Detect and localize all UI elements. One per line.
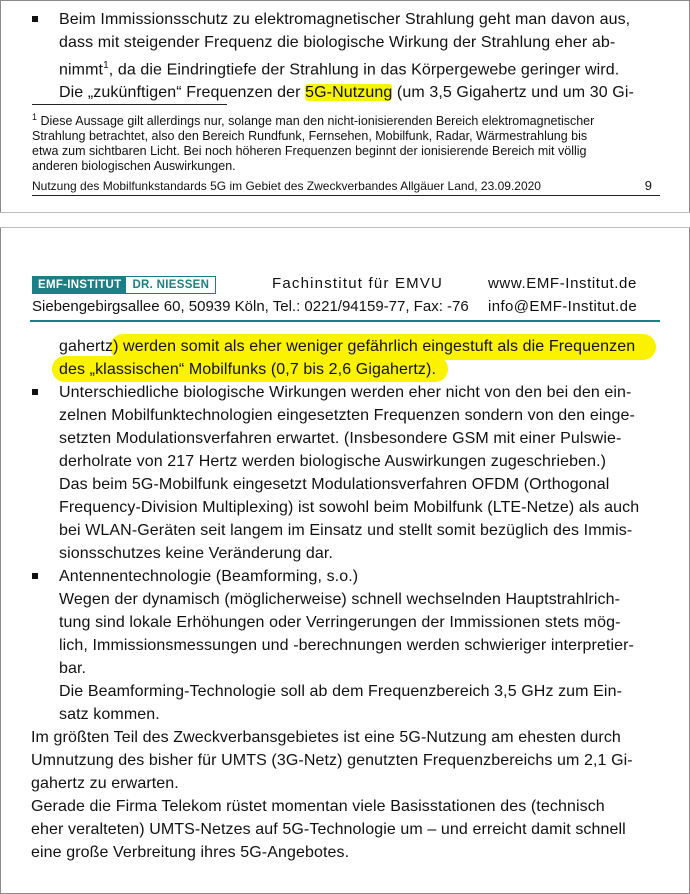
text-line: [59, 81, 659, 104]
text-fragment: (um 3,5 Gigahertz und um 30 Gi-: [392, 84, 634, 102]
text-line: zelnen Mobilfunktechnologien eingesetzten Frequenzen sondern von den einge-: [59, 407, 635, 424]
header-rule: [30, 320, 660, 322]
text-line: setzten Modulationsverfahren erwartet. (Insbesondere GSM mit einer Pulswie-: [59, 430, 622, 447]
email-link[interactable]: info@EMF-Institut.de: [488, 298, 638, 315]
text-line: eher veralteten) UMTS-Netzes auf 5G-Technologie um – und erreicht damit schnell: [31, 821, 626, 838]
text-line: satz kommen.: [59, 706, 160, 723]
page-footer: [32, 178, 660, 196]
institute-name: Fachinstitut für EMVU: [272, 275, 444, 292]
text-line: dass mit steigender Frequenz die biologische Wirkung der Strahlung eher ab-: [59, 34, 616, 51]
text-line: bar.: [59, 660, 87, 677]
bullet-marker: [32, 16, 38, 22]
document-page-9: [0, 0, 690, 212]
text-fragment: nimmt: [59, 61, 104, 79]
footnote-line: anderen biologischen Auswirkungen.: [32, 159, 236, 174]
text-line: gahertz zu erwarten.: [31, 775, 179, 792]
bullet-marker: [32, 389, 38, 395]
text-line: eine große Verbreitung ihres 5G-Angebotes.: [31, 844, 350, 861]
logo-left-text: EMF-INSTITUT: [33, 277, 126, 293]
highlighted-text: werden somit als eher weniger gefährlich eingestuft als die Frequenzen: [118, 338, 636, 355]
text-line: Die Beamforming-Technologie soll ab dem Frequenzbereich 3,5 GHz zum Ein-: [59, 683, 623, 700]
bullet-marker: [32, 573, 38, 579]
footnote: [32, 110, 662, 174]
document-page-10: [0, 228, 690, 894]
text-fragment: , da die Eindringtiefe der Strahlung in das Körpergewebe geringer wird.: [108, 61, 620, 79]
text-line: Das beim 5G-Mobilfunk eingesetzt Modulationsverfahren OFDM (Orthogonal: [59, 476, 610, 493]
footnote-line: Strahlung betrachtet, also den Bereich Rundfunk, Fernsehen, Mobilfunk, Radar, Wärmestrahlung bis: [32, 129, 588, 144]
footnote-number: 1: [32, 112, 38, 122]
highlighted-text-line: des „klassischen“ Mobilfunks (0,7 bis 2,6 Gigahertz).: [59, 361, 437, 378]
text-line: bei WLAN-Geräten seit langem im Einsatz und stellt somit bezüglich des Immis-: [59, 522, 633, 539]
footnote-text: Diese Aussage gilt allerdings nur, solange man den nicht-ionisierenden Bereich elektromagnetischer: [40, 114, 595, 129]
text-line: derholrate von 217 Hertz werden biologische Auswirkungen zugeschrieben.): [59, 453, 607, 470]
text-line: Umnutzung des bisher für UMTS (3G-Netz) genutzten Frequenzbereichs um 2,1 Gi-: [31, 752, 633, 769]
text-line: Beim Immissionsschutz zu elektromagnetischer Strahlung geht man davon aus,: [59, 11, 631, 28]
text-line: Gerade die Firma Telekom rüstet momentan viele Basisstationen des (technisch: [31, 798, 605, 815]
text-line: Unterschiedliche biologische Wirkungen werden eher nicht von den bei den ein-: [59, 384, 632, 401]
page-break-separator: [0, 212, 690, 228]
footnote-reference[interactable]: 1: [103, 60, 109, 71]
text-line: Antennentechnologie (Beamforming, s.o.): [59, 568, 359, 585]
text-line: tung sind lokale Erhöhungen oder Verringerungen der Immissionen stets mög-: [59, 614, 621, 631]
bullet-continuation: [59, 335, 659, 381]
closing-paragraph: [31, 726, 661, 864]
text-line: Im größten Teil des Zweckverbansgebietes ist eine 5G-Nutzung am ehesten durch: [31, 729, 621, 746]
page-number: 9: [644, 178, 652, 193]
text-fragment: Die „zukünftigen“ Frequenzen der: [59, 84, 306, 102]
text-line: lich, Immissionsmessungen und -berechnungen werden schwieriger interpretier-: [59, 637, 634, 654]
website-link[interactable]: www.EMF-Institut.de: [488, 275, 637, 292]
footnote-line: etwa zum sichtbaren Licht. Bei noch höheren Frequenzen beginnt der ionisierende Bereich mit völlig: [32, 144, 587, 159]
highlighted-text-5g-nutzung: 5G-Nutzung: [305, 84, 393, 102]
text-line: Frequency-Division Multiplexing) ist sowohl beim Mobilfunk (LTE-Netze) als auch: [59, 499, 640, 516]
footer-title: Nutzung des Mobilfunkstandards 5G im Gebiet des Zweckverbandes Allgäuer Land, 23.09.2020: [32, 179, 541, 193]
footnote-separator: [32, 104, 227, 105]
emf-institut-logo: [32, 276, 216, 294]
address-line: Siebengebirgsallee 60, 50939 Köln, Tel.: 0221/94159-77, Fax: -76: [32, 298, 469, 315]
logo-right-text: DR. NIESSEN: [126, 277, 215, 293]
text-line: Wegen der dynamisch (möglicherweise) schnell wechselnden Hauptstrahlrich-: [59, 591, 621, 608]
footnote-line: [32, 110, 662, 129]
text-line: [59, 335, 659, 358]
text-fragment: gahertz): [59, 338, 119, 355]
text-line: [59, 54, 659, 81]
text-line: sionsschutzes keine Veränderung dar.: [59, 545, 333, 562]
